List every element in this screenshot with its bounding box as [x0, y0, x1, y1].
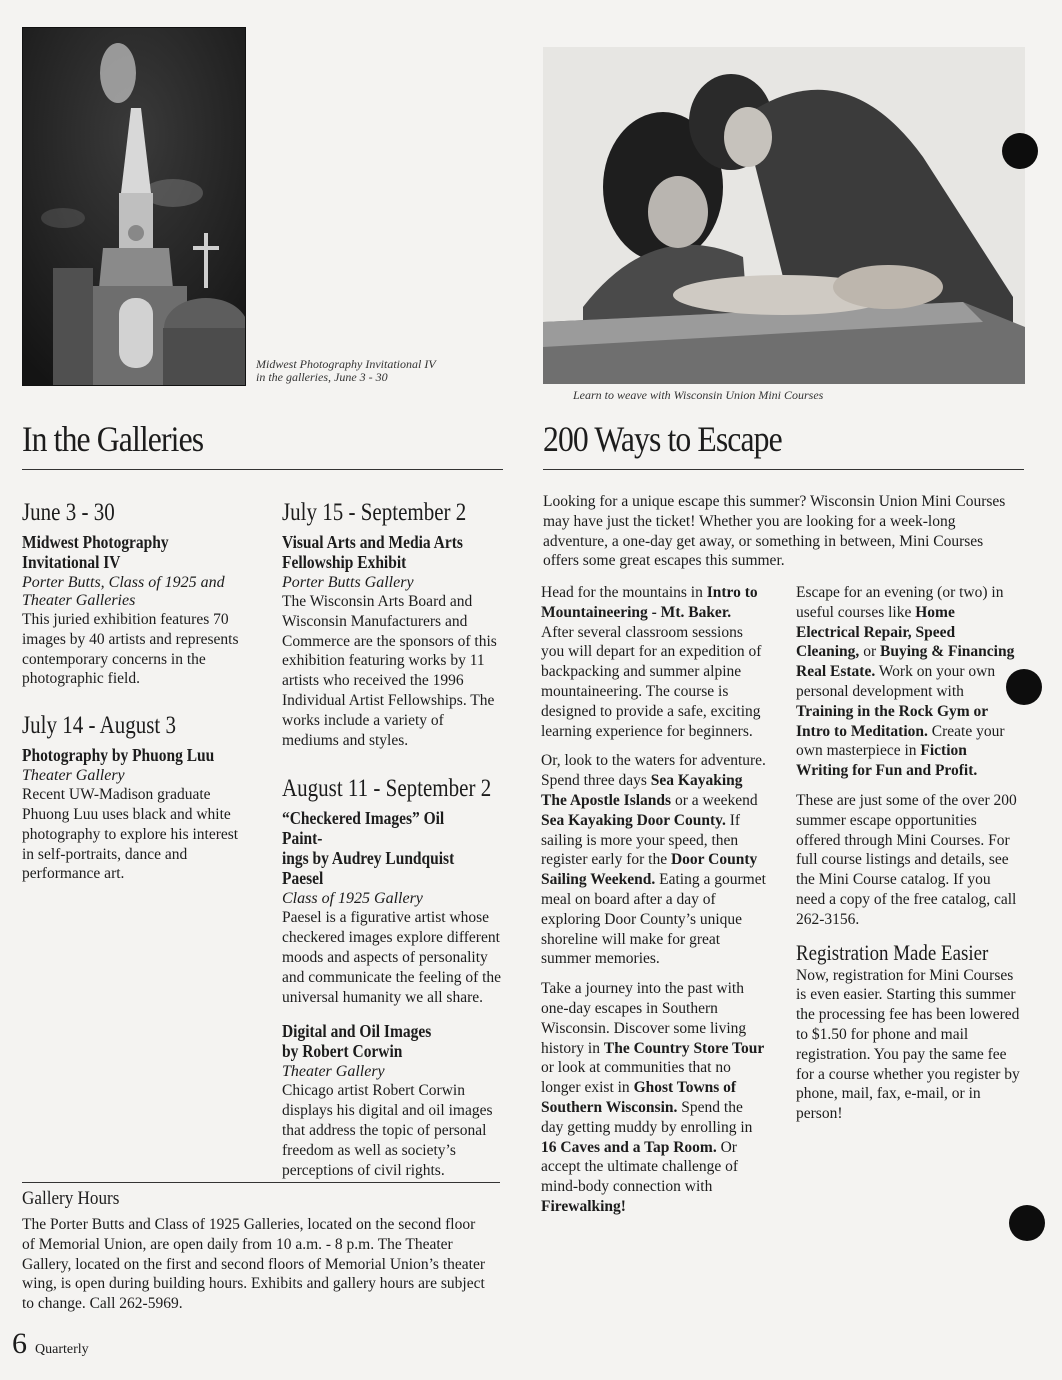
gallery-hours-heading: Gallery Hours — [22, 1188, 120, 1209]
course-name: Sea Kayaking Door County. — [541, 811, 726, 829]
caption-line: in the galleries, June 3 - 30 — [256, 370, 388, 384]
exhibit-item — [22, 711, 247, 884]
gallery-hours-text: The Porter Butts and Class of 1925 Galleries, located on the second floor of Memorial Union, are open daily from 10 a.m. - 8 p.m. The Theater Gallery, located on the first and second floors of Memorial Union’s theater wing, is open during building hours. Exhibits and gallery hours are subject to change. Call 262-5969. — [22, 1216, 485, 1313]
course-name: Ghost Towns of Southern Wisconsin. — [541, 1079, 737, 1116]
text-run: If sailing is more your speed, then register early for the — [541, 811, 741, 869]
course-name: Door County Sailing Weekend. — [541, 851, 758, 889]
galleries-divider — [22, 469, 503, 470]
course-name: The Country Store Tour — [603, 1039, 765, 1057]
exhibit-location: Theater Gallery — [282, 1063, 385, 1081]
text-run: After several classroom sessions you will depart for an expedition of backpacking and summer alpine mountaineering. The course is designed to provide a safe, exciting learning experience for beginners. — [541, 623, 762, 740]
registration-heading: Registration Made Easier — [796, 939, 989, 965]
escape-paragraph — [541, 979, 766, 1217]
binder-hole — [1006, 669, 1042, 705]
exhibit-location-line: Theater Galleries — [22, 592, 136, 609]
exhibit-title-line: “Checkered Images” Oil Paint- — [282, 808, 445, 849]
binder-hole — [1009, 1205, 1045, 1241]
escape-divider — [543, 469, 1024, 470]
text-run: Take a journey into the past with one-day escapes in Southern Wisconsin. Discover some living history in — [541, 980, 747, 1057]
weaving-class-photo — [543, 47, 1025, 384]
exhibit-location-line: Porter Butts, Class of 1925 and — [22, 574, 225, 591]
caption-line: Midwest Photography Invitational IV — [256, 357, 436, 371]
exhibit-title — [282, 532, 473, 572]
registration-text: Now, registration for Mini Courses is even easier. Starting this summer the processing fee has been lowered to $1.50 for phone and mail registration. You pay the same fee for a course whether you register by phone, mail, fax, e-mail, or in person! — [796, 966, 1020, 1123]
page-number: 6 — [12, 1327, 27, 1360]
exhibit-title — [282, 1021, 473, 1061]
exhibit-item — [282, 498, 504, 750]
exhibit-description: This juried exhibition features 70 images by 40 artists and represents contemporary concerns in the photographic field. — [22, 611, 239, 688]
exhibit-item — [282, 1021, 504, 1180]
exhibit-description: Recent UW-Madison graduate Phuong Luu uses black and white photography to explore his interest in self-portraits, dance and performance art. — [22, 786, 239, 883]
text-run: Spend the day getting muddy by enrolling in — [541, 1098, 753, 1136]
exhibit-description: Paesel is a figurative artist whose checkered images explore different moods and aspects of personality and communicate the feeling of the universal humanity we all share. — [282, 909, 502, 1006]
exhibit-title-line: Digital and Oil Images — [282, 1021, 432, 1042]
course-name: Firewalking! — [541, 1197, 626, 1215]
church-steeple-photo — [22, 27, 246, 386]
exhibit-title-line: Midwest Photography — [22, 532, 169, 552]
text-run: Work on your own personal development with — [796, 663, 996, 700]
text-run: Head for the mountains in — [541, 584, 707, 601]
exhibit-location — [22, 574, 247, 610]
exhibit-title — [22, 532, 216, 572]
exhibit-title-line: ings by Audrey Lundquist Paesel — [282, 848, 455, 889]
text-run: Eating a gourmet meal on board after a day of exploring Door County’s unique shoreline will make for great summer memories. — [541, 871, 766, 968]
text-run: Or, look to the waters for adventure. Spend three days — [541, 752, 766, 790]
exhibit-description: The Wisconsin Arts Board and Wisconsin Manufacturers and Commerce are the sponsors of this exhibition featuring works by 11 artists who received the 1996 Individual Artist Fellowships. The works include a variety of mediums and styles. — [282, 593, 497, 749]
text-run: or a weekend — [671, 791, 758, 809]
exhibit-item — [22, 498, 247, 689]
exhibit-location: Porter Butts Gallery — [282, 574, 414, 591]
text-run: or — [859, 643, 880, 661]
escape-section-title: 200 Ways to Escape — [543, 419, 782, 459]
text-run: Create your own masterpiece in — [796, 722, 1005, 760]
course-name: Intro to Mountaineering - Mt. Baker. — [541, 584, 758, 621]
course-name: 16 Caves and a Tap Room. — [541, 1138, 717, 1156]
course-name: Buying & Financing Real Estate. — [796, 643, 1015, 681]
exhibit-description: Chicago artist Robert Corwin displays his digital and oil images that address the topic of personal freedom as well as society’s perceptions of civil rights. — [282, 1082, 493, 1179]
escape-column-1 — [541, 583, 766, 1227]
galleries-column-1 — [22, 498, 247, 884]
galleries-section-title: In the Galleries — [22, 419, 204, 459]
exhibit-dates: July 14 - August 3 — [22, 712, 177, 740]
course-name: Home Electrical Repair, Speed Cleaning, — [796, 603, 956, 661]
exhibit-dates: July 15 - September 2 — [282, 499, 467, 526]
binder-hole — [1002, 133, 1038, 169]
exhibit-item — [282, 774, 504, 1007]
right-photo-caption: Learn to weave with Wisconsin Union Mini Courses — [573, 388, 824, 402]
gallery-hours-block — [22, 1187, 492, 1314]
page-footer — [12, 1327, 89, 1361]
exhibit-title — [22, 745, 216, 765]
exhibit-dates: June 3 - 30 — [22, 499, 115, 526]
left-photo-caption — [256, 358, 456, 384]
course-name: Training in the Rock Gym or Intro to Meditation. — [796, 702, 988, 740]
text-run: or look at communities that no longer exist in — [541, 1059, 731, 1097]
exhibit-title — [282, 808, 473, 888]
exhibit-title-line: by Robert Corwin — [282, 1041, 403, 1062]
exhibit-location: Theater Gallery — [22, 767, 125, 785]
exhibit-title-line: Fellowship Exhibit — [282, 552, 407, 572]
text-run: Escape for an evening (or two) in useful courses like — [796, 584, 1004, 621]
exhibit-title-line: Visual Arts and Media Arts — [282, 532, 463, 552]
church-illustration — [23, 28, 245, 385]
escape-paragraph — [541, 751, 766, 969]
course-name: Fiction Writing for Fun and Profit. — [796, 742, 978, 780]
exhibit-title-line: Invitational IV — [22, 552, 121, 572]
escape-paragraph: These are just some of the over 200 summer escape opportunities offered through Mini Courses. For full course listings and details, see the Mini Course catalog. If you need a copy of the free catalog, call 262-3156. — [796, 791, 1017, 928]
publication-name: Quarterly — [35, 1342, 89, 1357]
weaving-illustration — [543, 47, 1025, 384]
exhibit-title-line: Photography by Phuong Luu — [22, 745, 215, 766]
course-name: Sea Kayaking The Apostle Islands — [541, 772, 743, 809]
escape-column-2 — [796, 583, 1020, 1124]
gallery-hours-divider — [22, 1182, 500, 1183]
escape-paragraph — [541, 583, 766, 741]
exhibit-dates: August 11 - September 2 — [282, 775, 492, 803]
text-run: Or accept the ultimate challenge of mind-body connection with — [541, 1138, 739, 1196]
escape-intro: Looking for a unique escape this summer? Wisconsin Union Mini Courses may have just the ticket! Whether you are looking for a week-long adventure, a one-day get away, or something in between, Mini Courses offers some great escapes this summer. — [543, 493, 1006, 570]
exhibit-location: Class of 1925 Gallery — [282, 890, 423, 908]
escape-paragraph — [796, 583, 1020, 781]
galleries-column-2 — [282, 498, 504, 1180]
